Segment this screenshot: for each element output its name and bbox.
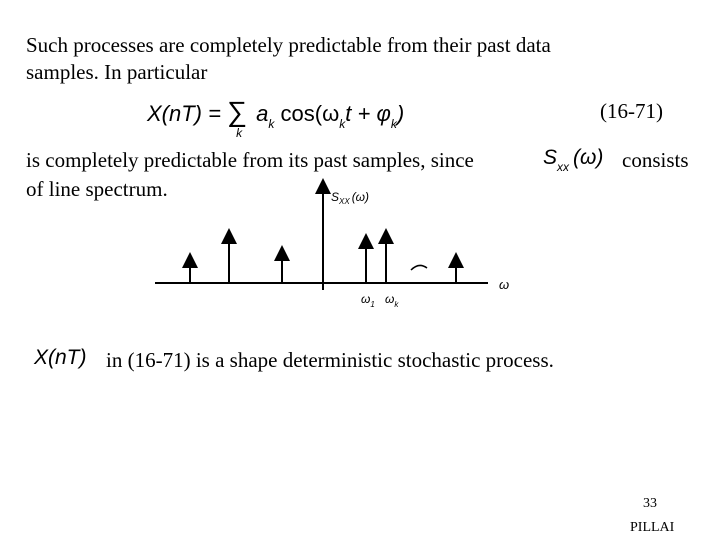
para2-line1-before: is completely predictable from its past samples, since [26, 148, 474, 172]
equation-t-phi: t + φ [345, 101, 391, 126]
para1-line1: Such processes are completely predictable from their past data [26, 33, 551, 57]
equation-number: (16-71) [600, 99, 663, 123]
omega1-label: $\omega_1$ [361, 292, 375, 309]
x-axis-label: ω [499, 277, 510, 292]
para2-line2: of line spectrum. [26, 177, 168, 201]
spectrum-symbol-arg: (ω) [573, 146, 604, 169]
spectrum-symbol-S: S [543, 146, 558, 169]
omegak-label: $\omega_k$ [385, 292, 399, 309]
para2-line1-after: consists [622, 148, 689, 172]
equation-a: a [256, 101, 269, 126]
equation-lhs: X(nT) = [147, 101, 228, 126]
equation-phi-sub: k [390, 117, 397, 131]
equation-close: ) [396, 101, 405, 126]
equation-a-sub: k [268, 117, 275, 131]
sum-symbol: ∑ [227, 96, 248, 127]
equation-omega-sub: k [339, 117, 346, 131]
page-number: 33 [643, 496, 657, 511]
para3-text: in (16-71) is a shape deterministic stochastic process. [106, 348, 554, 372]
spectrum-symbol-sub: xx [557, 160, 570, 174]
process-symbol: X(nT) [34, 346, 87, 369]
para1-line2: samples. In particular [26, 60, 208, 84]
author-footer: PILLAI [630, 520, 675, 535]
y-axis-label: $S_{XX}$ (ω) [331, 190, 370, 206]
sum-index: k [236, 126, 243, 140]
equation-cos: cos(ω [274, 101, 340, 126]
tilde-mark [411, 265, 427, 270]
